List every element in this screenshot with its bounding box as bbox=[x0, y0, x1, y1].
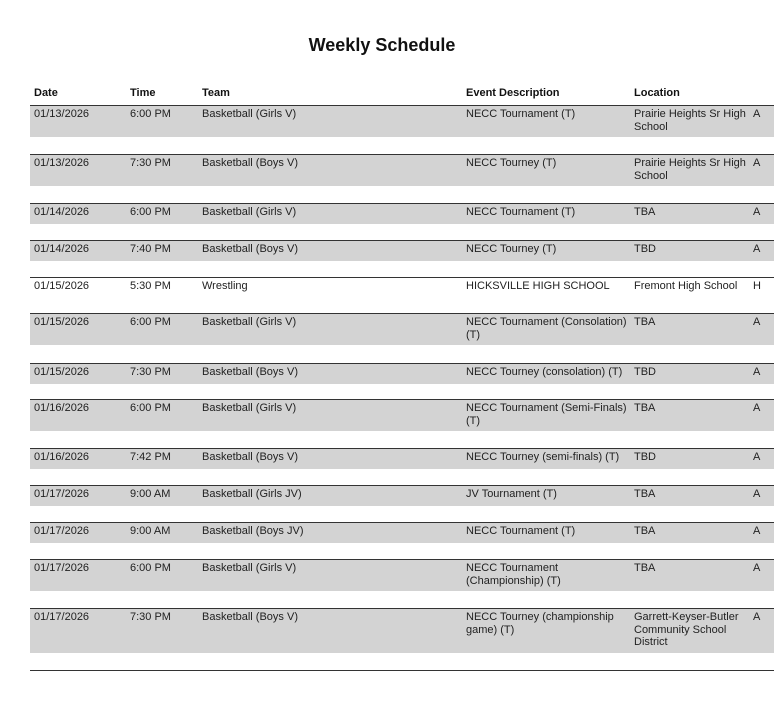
column-header-date: Date bbox=[34, 87, 58, 99]
cell-location: Prairie Heights Sr High School bbox=[634, 108, 746, 133]
cell-event: NECC Tournament (Consolation) (T) bbox=[466, 316, 627, 341]
table-row bbox=[30, 448, 774, 485]
cell-home-away: A bbox=[753, 366, 761, 378]
cell-time: 7:42 PM bbox=[130, 451, 171, 463]
cell-team: Basketball (Boys V) bbox=[202, 611, 298, 623]
cell-location: TBA bbox=[634, 488, 656, 500]
table-row bbox=[30, 313, 774, 363]
table-row bbox=[30, 363, 774, 400]
cell-time: 9:00 AM bbox=[130, 525, 171, 537]
cell-date: 01/13/2026 bbox=[34, 157, 90, 169]
cell-home-away: A bbox=[753, 402, 761, 414]
cell-date: 01/13/2026 bbox=[34, 108, 90, 120]
cell-team: Basketball (Girls V) bbox=[202, 562, 297, 574]
cell-location: TBA bbox=[634, 206, 656, 218]
cell-team: Basketball (Girls V) bbox=[202, 316, 297, 328]
cell-home-away: A bbox=[753, 451, 761, 463]
page-title: Weekly Schedule bbox=[308, 35, 456, 55]
table-row bbox=[30, 485, 774, 522]
column-header-location: Location bbox=[634, 87, 680, 99]
cell-event: NECC Tourney (championship game) (T) bbox=[466, 611, 614, 636]
cell-team: Basketball (Boys V) bbox=[202, 157, 298, 169]
cell-date: 01/16/2026 bbox=[34, 402, 90, 414]
table-row bbox=[30, 203, 774, 240]
cell-home-away: A bbox=[753, 108, 761, 120]
row-divider bbox=[30, 277, 774, 278]
cell-team: Basketball (Boys V) bbox=[202, 451, 298, 463]
cell-location: Fremont High School bbox=[634, 280, 738, 292]
table-row bbox=[30, 277, 774, 314]
table-row bbox=[30, 240, 774, 277]
cell-date: 01/14/2026 bbox=[34, 243, 90, 255]
cell-date: 01/17/2026 bbox=[34, 525, 90, 537]
cell-location: TBA bbox=[634, 525, 656, 537]
cell-time: 7:30 PM bbox=[130, 366, 171, 378]
cell-home-away: A bbox=[753, 157, 761, 169]
column-header-event: Event Description bbox=[466, 87, 560, 99]
bottom-divider bbox=[30, 670, 774, 671]
cell-home-away: A bbox=[753, 562, 761, 574]
cell-location: TBA bbox=[634, 562, 656, 574]
cell-date: 01/14/2026 bbox=[34, 206, 90, 218]
table-row bbox=[30, 105, 774, 154]
cell-event: JV Tournament (T) bbox=[466, 488, 557, 500]
cell-location: Prairie Heights Sr High School bbox=[634, 157, 746, 182]
cell-date: 01/17/2026 bbox=[34, 488, 90, 500]
cell-team: Basketball (Boys JV) bbox=[202, 525, 304, 537]
cell-home-away: A bbox=[753, 611, 761, 623]
cell-team: Basketball (Boys V) bbox=[202, 243, 298, 255]
cell-location: Garrett-Keyser-Butler Community School District bbox=[634, 611, 739, 648]
cell-team: Basketball (Girls V) bbox=[202, 108, 297, 120]
cell-team: Wrestling bbox=[202, 280, 248, 292]
cell-event: NECC Tournament (T) bbox=[466, 525, 576, 537]
cell-date: 01/16/2026 bbox=[34, 451, 90, 463]
cell-time: 7:30 PM bbox=[130, 157, 171, 169]
cell-time: 7:30 PM bbox=[130, 611, 171, 623]
cell-location: TBD bbox=[634, 243, 656, 255]
table-row bbox=[30, 522, 774, 559]
cell-home-away: A bbox=[753, 243, 761, 255]
cell-time: 6:00 PM bbox=[130, 206, 171, 218]
cell-time: 5:30 PM bbox=[130, 280, 171, 292]
cell-date: 01/17/2026 bbox=[34, 562, 90, 574]
table-row bbox=[30, 608, 774, 670]
cell-time: 6:00 PM bbox=[130, 402, 171, 414]
cell-event: NECC Tourney (T) bbox=[466, 157, 557, 169]
cell-time: 9:00 AM bbox=[130, 488, 171, 500]
cell-home-away: A bbox=[753, 206, 761, 218]
column-header-team: Team bbox=[202, 87, 230, 99]
cell-date: 01/15/2026 bbox=[34, 366, 90, 378]
cell-time: 7:40 PM bbox=[130, 243, 171, 255]
cell-team: Basketball (Girls JV) bbox=[202, 488, 302, 500]
column-header-time: Time bbox=[130, 87, 156, 99]
table-row bbox=[30, 399, 774, 448]
cell-event: NECC Tournament (Championship) (T) bbox=[466, 562, 561, 587]
cell-location: TBD bbox=[634, 366, 656, 378]
cell-time: 6:00 PM bbox=[130, 316, 171, 328]
cell-team: Basketball (Girls V) bbox=[202, 206, 297, 218]
cell-location: TBA bbox=[634, 316, 656, 328]
cell-location: TBA bbox=[634, 402, 656, 414]
cell-home-away: A bbox=[753, 525, 761, 537]
cell-event: HICKSVILLE HIGH SCHOOL bbox=[466, 280, 610, 292]
cell-team: Basketball (Boys V) bbox=[202, 366, 298, 378]
cell-date: 01/15/2026 bbox=[34, 280, 90, 292]
cell-date: 01/15/2026 bbox=[34, 316, 90, 328]
cell-event: NECC Tournament (Semi-Finals) (T) bbox=[466, 402, 627, 427]
cell-time: 6:00 PM bbox=[130, 562, 171, 574]
cell-event: NECC Tournament (T) bbox=[466, 206, 576, 218]
cell-location: TBD bbox=[634, 451, 656, 463]
cell-event: NECC Tourney (consolation) (T) bbox=[466, 366, 623, 378]
cell-home-away: H bbox=[753, 280, 761, 292]
cell-event: NECC Tourney (semi-finals) (T) bbox=[466, 451, 620, 463]
cell-time: 6:00 PM bbox=[130, 108, 171, 120]
cell-event: NECC Tourney (T) bbox=[466, 243, 557, 255]
cell-event: NECC Tournament (T) bbox=[466, 108, 576, 120]
table-row bbox=[30, 559, 774, 608]
cell-home-away: A bbox=[753, 488, 761, 500]
table-row bbox=[30, 154, 774, 203]
cell-team: Basketball (Girls V) bbox=[202, 402, 297, 414]
cell-home-away: A bbox=[753, 316, 761, 328]
cell-date: 01/17/2026 bbox=[34, 611, 90, 623]
